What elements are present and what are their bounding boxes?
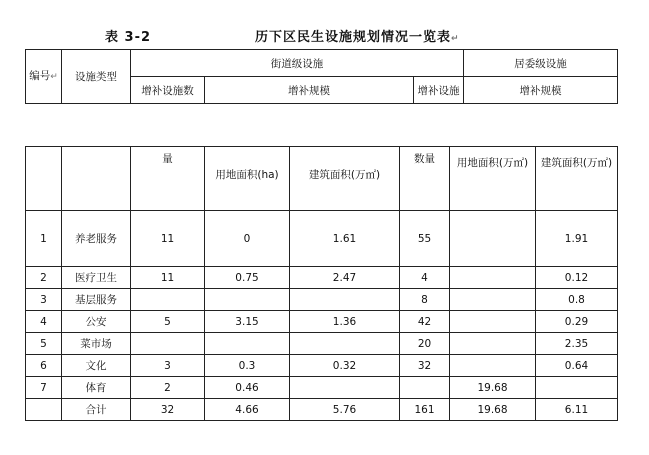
header-cell-empty [62, 147, 131, 211]
cell-build [290, 289, 400, 311]
cell-type: 体育 [62, 377, 131, 399]
cell-no: 5 [26, 333, 62, 355]
cell-build: 1.61 [290, 211, 400, 267]
header-sub-add-count: 增补设施数 [131, 77, 205, 104]
cell-count: 55 [400, 211, 450, 267]
paragraph-mark: ↵ [50, 72, 58, 82]
cell-build2 [536, 377, 618, 399]
header-qty: 量 [131, 147, 205, 211]
cell-qty: 11 [131, 267, 205, 289]
cell-count: 8 [400, 289, 450, 311]
cell-count: 20 [400, 333, 450, 355]
table-title [255, 26, 460, 45]
cell-qty [131, 289, 205, 311]
cell-type: 合计 [62, 399, 131, 421]
header-sub-add-scale: 增补规模 [205, 77, 414, 104]
cell-qty: 3 [131, 355, 205, 377]
cell-count: 32 [400, 355, 450, 377]
header-cell-type: 设施类型 [62, 50, 131, 104]
header-build-area: 建筑面积(万㎡) [290, 147, 400, 211]
header-cell-no [26, 50, 62, 104]
cell-land2 [450, 355, 536, 377]
cell-type: 文化 [62, 355, 131, 377]
cell-build2: 0.64 [536, 355, 618, 377]
cell-qty [131, 333, 205, 355]
cell-land [205, 333, 290, 355]
table-row [26, 333, 618, 355]
table-row [26, 399, 618, 421]
cell-land: 0.46 [205, 377, 290, 399]
cell-build2: 6.11 [536, 399, 618, 421]
cell-land: 3.15 [205, 311, 290, 333]
header-no-text: 编号 [29, 70, 51, 82]
cell-no: 6 [26, 355, 62, 377]
cell-no: 3 [26, 289, 62, 311]
header-build-area2: 建筑面积(万㎡) [536, 147, 618, 211]
cell-land: 0 [205, 211, 290, 267]
table-number-label: 表 3-2 [105, 30, 152, 45]
header-land-area2: 用地面积(万㎡) [450, 147, 536, 211]
cell-qty: 5 [131, 311, 205, 333]
cell-land2 [450, 267, 536, 289]
cell-type: 菜市场 [62, 333, 131, 355]
cell-count: 4 [400, 267, 450, 289]
table-title-text: 历下区民生设施规划情况一览表 [255, 30, 452, 45]
table-header-row [26, 147, 618, 211]
header-table [25, 49, 618, 104]
header-group-resident: 居委级设施 [464, 50, 618, 77]
cell-land2: 19.68 [450, 377, 536, 399]
cell-land [205, 289, 290, 311]
cell-land: 0.75 [205, 267, 290, 289]
cell-land2 [450, 333, 536, 355]
cell-qty: 11 [131, 211, 205, 267]
cell-type: 基层服务 [62, 289, 131, 311]
cell-build [290, 333, 400, 355]
cell-land2 [450, 211, 536, 267]
cell-land2 [450, 311, 536, 333]
cell-count: 161 [400, 399, 450, 421]
table-row [26, 267, 618, 289]
cell-count [400, 377, 450, 399]
cell-build: 2.47 [290, 267, 400, 289]
cell-no: 1 [26, 211, 62, 267]
table-row [26, 289, 618, 311]
header-land-area: 用地面积(ha) [205, 147, 290, 211]
cell-build: 0.32 [290, 355, 400, 377]
header-sub-add-facility: 增补设施 [414, 77, 464, 104]
cell-no [26, 399, 62, 421]
table-row [26, 311, 618, 333]
cell-no: 2 [26, 267, 62, 289]
data-table [25, 146, 618, 421]
cell-land: 0.3 [205, 355, 290, 377]
cell-type: 公安 [62, 311, 131, 333]
header-sub-add-scale2: 增补规模 [464, 77, 618, 104]
cell-no: 7 [26, 377, 62, 399]
cell-land2: 19.68 [450, 399, 536, 421]
table-row [26, 211, 618, 267]
paragraph-mark: ↵ [451, 34, 460, 44]
header-cell-empty [26, 147, 62, 211]
cell-land: 4.66 [205, 399, 290, 421]
cell-qty: 2 [131, 377, 205, 399]
cell-no: 4 [26, 311, 62, 333]
cell-build2: 2.35 [536, 333, 618, 355]
cell-count: 42 [400, 311, 450, 333]
cell-build2: 1.91 [536, 211, 618, 267]
header-group-street: 街道级设施 [131, 50, 464, 77]
cell-build2: 0.29 [536, 311, 618, 333]
table-row [26, 377, 618, 399]
cell-build2: 0.8 [536, 289, 618, 311]
table-row [26, 355, 618, 377]
cell-build: 5.76 [290, 399, 400, 421]
cell-qty: 32 [131, 399, 205, 421]
cell-build: 1.36 [290, 311, 400, 333]
cell-build2: 0.12 [536, 267, 618, 289]
cell-land2 [450, 289, 536, 311]
cell-build [290, 377, 400, 399]
cell-type: 养老服务 [62, 211, 131, 267]
header-count: 数量 [400, 147, 450, 211]
cell-type: 医疗卫生 [62, 267, 131, 289]
